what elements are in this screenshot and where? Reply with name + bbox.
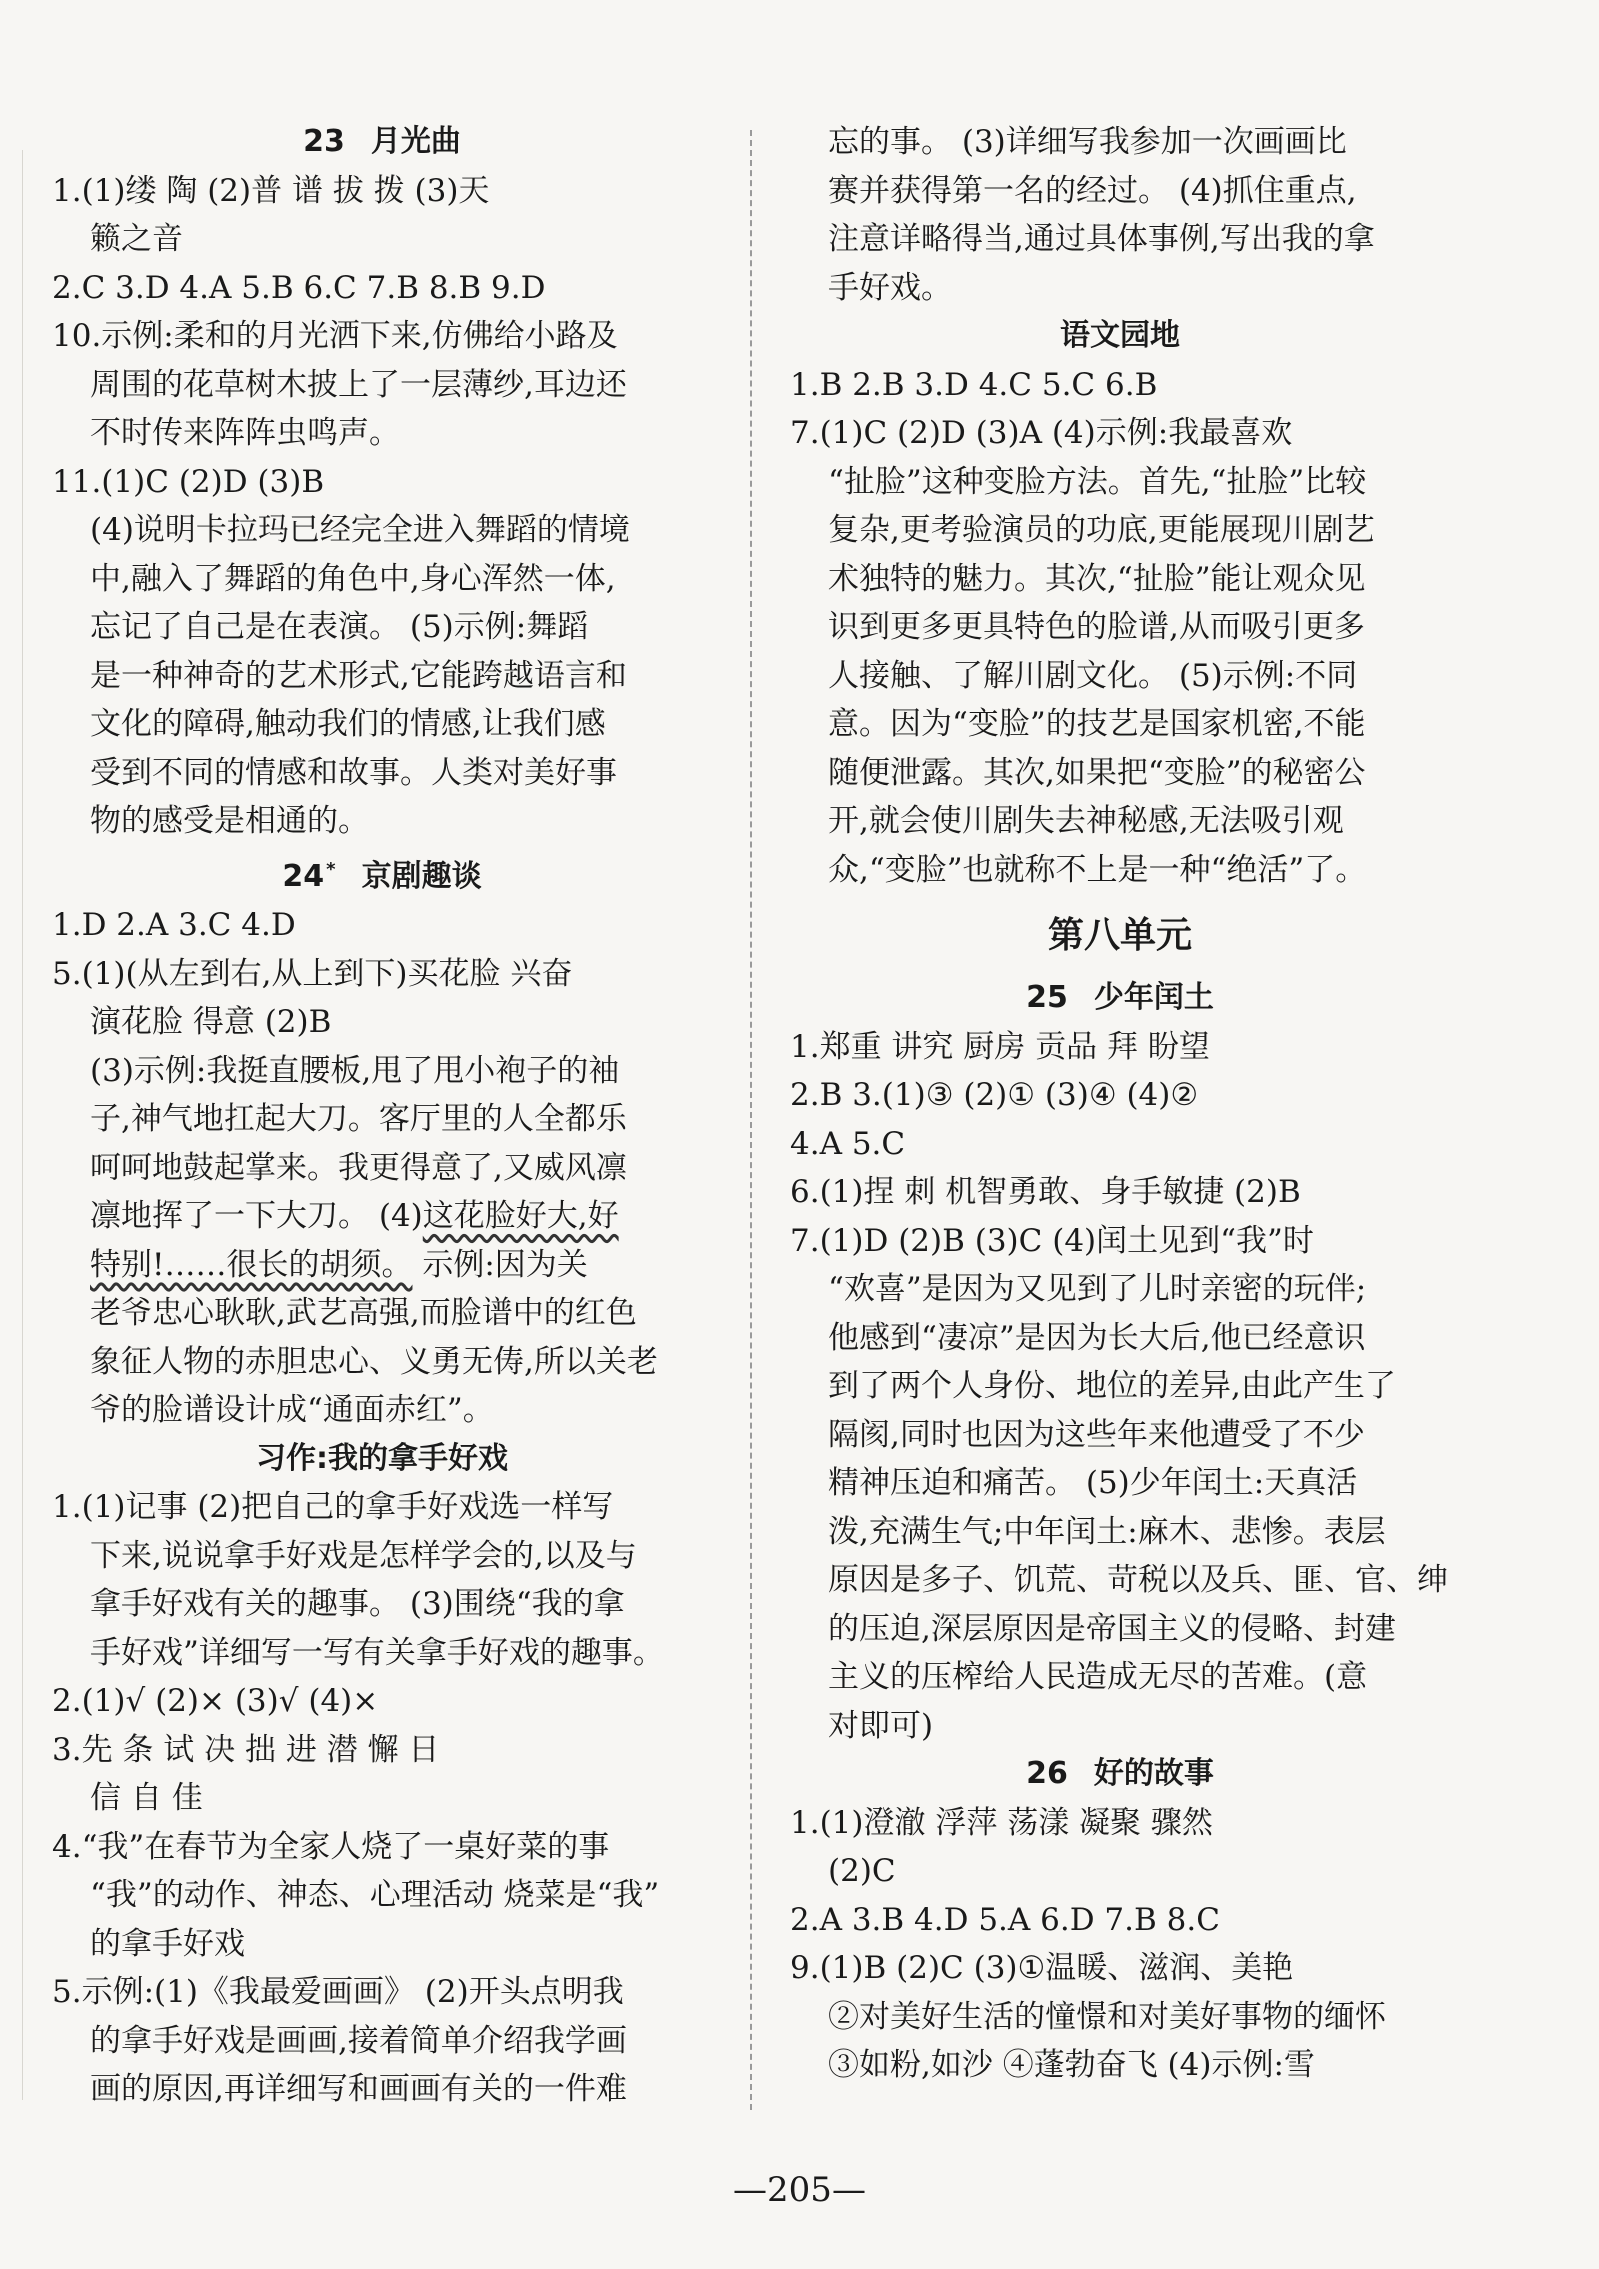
answer-line xyxy=(52,652,712,701)
answer-line xyxy=(52,1920,712,1969)
answer-text: 呵呵地鼓起掌来。我更得意了,又威风凛 xyxy=(90,1149,627,1186)
answer-text: 手好戏”详细写一写有关拿手好戏的趣事。 xyxy=(90,1634,664,1671)
answer-text: 1.(1)澄澈 浮萍 荡漾 凝聚 骤然 xyxy=(790,1804,1213,1841)
section-title-text: 习作:我的拿手好戏 xyxy=(256,1440,508,1476)
answer-line xyxy=(52,1532,712,1581)
answer-line xyxy=(52,749,712,798)
answer-text: 开,就会使川剧失去神秘感,无法吸引观 xyxy=(828,803,1344,839)
answer-text: 2.B 3.(1)③ (2)① (3)④ (4)② xyxy=(790,1077,1199,1113)
answer-line xyxy=(52,2065,712,2114)
answer-text: 人接触、了解川剧文化。 (5)示例:不同 xyxy=(828,657,1358,694)
answer-line xyxy=(52,2017,712,2066)
answer-text: 7.(1)D (2)B (3)C (4)闰土见到“我”时 xyxy=(790,1222,1314,1259)
answer-line xyxy=(790,1411,1450,1460)
answer-text: 是一种神奇的艺术形式,它能跨越语言和 xyxy=(90,657,627,694)
answer-text: 的拿手好戏是画画,接着简单介绍我学画 xyxy=(90,2022,627,2059)
answer-text: 籁之音 xyxy=(90,221,183,257)
answer-line xyxy=(52,1386,712,1435)
answer-text: 到了两个人身份、地位的差异,由此产生了 xyxy=(828,1368,1396,1404)
answer-text: 术独特的魅力。其次,“扯脸”能让观众见 xyxy=(828,560,1366,597)
answer-text: (2)C xyxy=(828,1853,896,1889)
answer-text: 文化的障碍,触动我们的情感,让我们感 xyxy=(90,706,606,742)
page-number: —205— xyxy=(733,2170,866,2210)
answer-text: “欢喜”是因为又见到了儿时亲密的玩伴; xyxy=(828,1271,1367,1307)
answer-text: 随便泄露。其次,如果把“变脸”的秘密公 xyxy=(828,754,1366,791)
answer-text: 7.(1)C (2)D (3)A (4)示例:我最喜欢 xyxy=(790,415,1293,451)
answer-line xyxy=(790,1896,1450,1945)
answer-line xyxy=(52,361,712,410)
answer-text: 示例:因为关 xyxy=(412,1246,588,1283)
answer-text: 众,“变脸”也就称不上是一种“绝活”了。 xyxy=(828,851,1367,888)
answer-line xyxy=(52,1047,712,1096)
answer-text: 子,神气地扛起大刀。客厅里的人全都乐 xyxy=(90,1101,627,1137)
answer-text: ③如粉,如沙 ④蓬勃奋飞 (4)示例:雪 xyxy=(828,2047,1315,2083)
answer-line xyxy=(790,603,1450,652)
answer-text: 11.(1)C (2)D (3)B xyxy=(52,463,325,500)
answer-line xyxy=(790,1847,1450,1896)
answer-text: 2.C 3.D 4.A 5.B 6.C 7.B 8.B 9.D xyxy=(52,269,546,306)
answer-text: 忘记了自己是在表演。 (5)示例:舞蹈 xyxy=(90,609,589,645)
answer-text: 6.(1)捏 刺 机智勇敢、身手敏捷 (2)B xyxy=(790,1174,1301,1210)
answer-line xyxy=(790,797,1450,846)
answer-text: (4)说明卡拉玛已经完全进入舞蹈的情境 xyxy=(90,512,630,548)
answer-line xyxy=(52,1968,712,2017)
answer-text: 老爷忠心耿耿,武艺高强,而脸谱中的红色 xyxy=(90,1295,637,1331)
answer-text: (3)示例:我挺直腰板,甩了甩小袍子的袖 xyxy=(90,1052,620,1089)
section-number: 23 xyxy=(303,124,345,159)
answer-line xyxy=(790,1314,1450,1363)
answer-line xyxy=(790,1168,1450,1217)
answer-line xyxy=(790,1362,1450,1411)
answer-line xyxy=(790,1799,1450,1848)
section-title-text: 好的故事 xyxy=(1093,1756,1214,1791)
answer-text: 注意详略得当,通过具体事例,写出我的拿 xyxy=(828,221,1375,257)
section-number: 24 * xyxy=(282,858,336,894)
answer-text: 物的感受是相通的。 xyxy=(90,803,369,839)
answer-text: 赛并获得第一名的经过。 (4)抓住重点, xyxy=(828,172,1357,209)
answer-line xyxy=(790,652,1450,701)
answer-line xyxy=(790,506,1450,555)
answer-line xyxy=(790,458,1450,507)
answer-text: 2.A 3.B 4.D 5.A 6.D 7.B 8.C xyxy=(790,1901,1220,1938)
answer-line xyxy=(790,264,1450,313)
answer-line xyxy=(790,555,1450,604)
answer-line xyxy=(52,1338,712,1387)
answer-text: 他感到“凄凉”是因为长大后,他已经意识 xyxy=(828,1319,1366,1356)
answer-line xyxy=(52,1241,712,1290)
answer-line xyxy=(52,1774,712,1823)
right-column xyxy=(790,118,1450,2090)
answer-line xyxy=(52,1483,712,1532)
answer-text: 5.示例:(1)《我最爱画画》 (2)开头点明我 xyxy=(52,1974,624,2010)
answer-line xyxy=(52,700,712,749)
answer-line xyxy=(52,1289,712,1338)
section-number: 26 xyxy=(1026,1756,1068,1791)
answer-text: 的压迫,深层原因是帝国主义的侵略、封建 xyxy=(828,1610,1396,1647)
left-column xyxy=(52,118,712,2114)
answer-text: 1.郑重 讲究 厨房 贡品 拜 盼望 xyxy=(790,1028,1210,1065)
answer-line xyxy=(790,2041,1450,2090)
answer-text: 手好戏。 xyxy=(828,269,952,306)
section-title xyxy=(52,846,712,902)
answer-text: 受到不同的情感和故事。人类对美好事 xyxy=(90,754,617,791)
answer-line xyxy=(52,1726,712,1775)
answer-text: 2.(1)√ (2)× (3)√ (4)× xyxy=(52,1683,379,1719)
answer-text: 象征人物的赤胆忠心、义勇无俦,所以关老 xyxy=(90,1343,658,1380)
answer-line xyxy=(790,409,1450,458)
section-title-text: 少年闰土 xyxy=(1093,980,1214,1015)
answer-line xyxy=(790,1120,1450,1169)
answer-text: 隔阂,同时也因为这些年来他遭受了不少 xyxy=(828,1416,1365,1453)
section-title xyxy=(52,118,712,167)
answer-text: 中,融入了舞蹈的角色中,身心浑然一体, xyxy=(90,560,616,597)
answer-line xyxy=(52,950,712,999)
answer-text: “我”的动作、神态、心理活动 烧菜是“我” xyxy=(90,1877,660,1913)
answer-line xyxy=(52,458,712,507)
answer-line xyxy=(790,1993,1450,2042)
answer-line xyxy=(52,409,712,458)
unit-heading: 第八单元 xyxy=(1047,915,1192,956)
section-title xyxy=(790,974,1450,1023)
answer-line xyxy=(52,167,712,216)
answer-text: 下来,说说拿手好戏是怎样学会的,以及与 xyxy=(90,1537,637,1574)
answer-text: 9.(1)B (2)C (3)①温暖、滋润、美艳 xyxy=(790,1950,1294,1986)
section-title xyxy=(790,1750,1450,1799)
answer-line xyxy=(52,998,712,1047)
answer-text: “扯脸”这种变脸方法。首先,“扯脸”比较 xyxy=(828,463,1367,500)
answer-text: 画的原因,再详细写和画画有关的一件难 xyxy=(90,2071,627,2107)
answer-text: 爷的脸谱设计成“通面赤红”。 xyxy=(90,1392,494,1428)
answer-text: 周围的花草树木披上了一层薄纱,耳边还 xyxy=(90,366,627,403)
answer-line xyxy=(790,1944,1450,1993)
answer-line xyxy=(790,1702,1450,1751)
answer-line xyxy=(52,901,712,950)
answer-line xyxy=(52,1192,712,1241)
answer-line xyxy=(790,1605,1450,1654)
answer-text: 不时传来阵阵虫鸣声。 xyxy=(90,415,400,451)
answer-text: 3.先 条 试 决 拙 进 潜 懈 日 xyxy=(52,1731,440,1768)
answer-line xyxy=(52,506,712,555)
answer-text: 5.(1)(从左到右,从上到下)买花脸 兴奋 xyxy=(52,955,573,992)
answer-line xyxy=(790,1071,1450,1120)
section-title xyxy=(52,1435,712,1484)
answer-line xyxy=(790,215,1450,264)
answer-text: 忘的事。 (3)详细写我参加一次画画比 xyxy=(828,124,1347,160)
answer-text: 1.D 2.A 3.C 4.D xyxy=(52,907,296,943)
optional-mark: * xyxy=(326,858,336,880)
section-number: 25 xyxy=(1026,980,1068,1015)
answer-line xyxy=(790,1653,1450,1702)
answer-text: ②对美好生活的憧憬和对美好事物的缅怀 xyxy=(828,1998,1386,2035)
answer-text: 复杂,更考验演员的功底,更能展现川剧艺 xyxy=(828,512,1375,548)
answer-text: 拿手好戏有关的趣事。 (3)围绕“我的拿 xyxy=(90,1586,625,1622)
answer-line xyxy=(52,264,712,313)
answer-line xyxy=(52,1095,712,1144)
answer-line xyxy=(790,1217,1450,1266)
answer-line xyxy=(790,846,1450,895)
answer-line xyxy=(52,1144,712,1193)
answer-text: 信 自 佳 xyxy=(90,1780,203,1816)
answer-text: 主义的压榨给人民造成无尽的苦难。(意 xyxy=(828,1659,1368,1695)
answer-text: 精神压迫和痛苦。 (5)少年闰土:天真活 xyxy=(828,1465,1358,1501)
answer-line xyxy=(52,1871,712,1920)
answer-text: 凛地挥了一下大刀。 (4) xyxy=(90,1198,423,1234)
answer-text: 1.(1)缕 陶 (2)普 谱 拔 拨 (3)天 xyxy=(52,172,490,209)
answer-line xyxy=(52,603,712,652)
answer-text: 4.A 5.C xyxy=(790,1125,906,1162)
answer-line xyxy=(52,215,712,264)
section-title-text: 月光曲 xyxy=(370,124,461,159)
answer-line xyxy=(790,1265,1450,1314)
answer-line xyxy=(790,700,1450,749)
answer-text: 泼,充满生气;中年闰土:麻木、悲惨。表层 xyxy=(828,1513,1386,1550)
answer-line xyxy=(790,1459,1450,1508)
section-title-text: 京剧趣谈 xyxy=(361,858,482,894)
answer-text: 识到更多更具特色的脸谱,从而吸引更多 xyxy=(828,609,1365,645)
answer-line xyxy=(790,361,1450,410)
wavy-underlined-text: 特别!……很长的胡须。 xyxy=(90,1246,413,1283)
answer-line xyxy=(790,1556,1450,1605)
answer-line xyxy=(52,1677,712,1726)
answer-line xyxy=(52,312,712,361)
answer-text: 意。因为“变脸”的技艺是国家机密,不能 xyxy=(828,706,1366,742)
answer-line xyxy=(790,749,1450,798)
answer-text: 的拿手好戏 xyxy=(90,1925,245,1962)
section-title-text: 语文园地 xyxy=(1060,318,1180,353)
column-divider xyxy=(750,130,752,2110)
answer-line xyxy=(52,555,712,604)
answer-text: 原因是多子、饥荒、苛税以及兵、匪、官、绅 xyxy=(828,1562,1448,1598)
answer-text: 对即可) xyxy=(828,1707,934,1744)
answer-line xyxy=(790,118,1450,167)
answer-line xyxy=(790,167,1450,216)
page-margin-line xyxy=(22,150,23,2100)
section-title xyxy=(790,312,1450,361)
answer-text: 1.(1)记事 (2)把自己的拿手好戏选一样写 xyxy=(52,1489,614,1525)
answer-line xyxy=(52,1823,712,1872)
answer-line xyxy=(790,1508,1450,1557)
answer-line xyxy=(52,1629,712,1678)
answer-text: 演花脸 得意 (2)B xyxy=(90,1004,332,1040)
answer-text: 10.示例:柔和的月光洒下来,仿佛给小路及 xyxy=(52,318,618,354)
answer-text: 4.“我”在春节为全家人烧了一桌好菜的事 xyxy=(52,1828,610,1865)
answer-line xyxy=(790,1023,1450,1072)
answer-line xyxy=(52,797,712,846)
wavy-underlined-text: 这花脸好大,好 xyxy=(422,1198,619,1234)
answer-text: 1.B 2.B 3.D 4.C 5.C 6.B xyxy=(790,366,1158,403)
answer-line xyxy=(52,1580,712,1629)
